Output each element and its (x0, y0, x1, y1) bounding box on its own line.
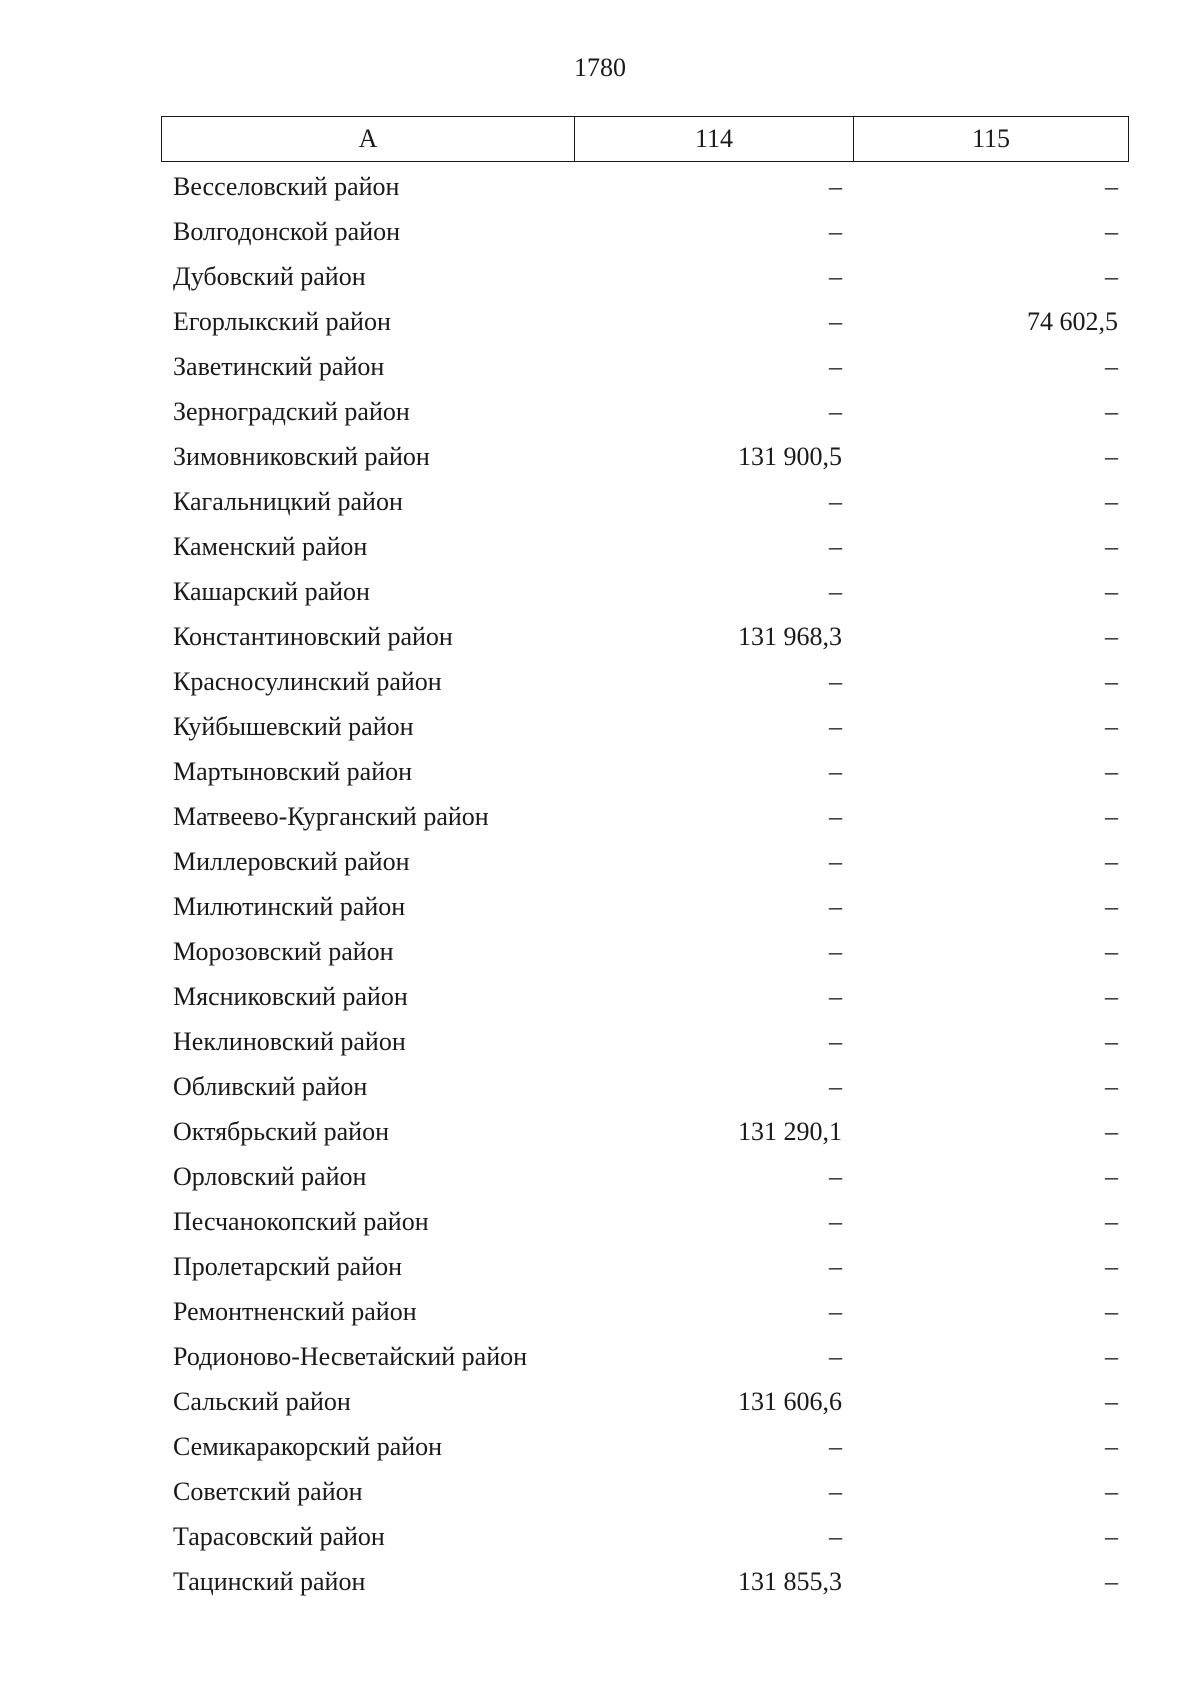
value-115: – (1105, 531, 1118, 561)
value-115: – (1105, 216, 1118, 246)
value-114: 131 606,6 (738, 1386, 842, 1416)
value-115: – (1105, 1116, 1118, 1146)
value-115: – (1105, 711, 1118, 741)
district-name: Семикаракорский район (173, 1431, 443, 1461)
table-row (161, 749, 1129, 794)
value-115: – (1105, 171, 1118, 201)
table-body (161, 164, 1129, 1604)
table-row (161, 1469, 1129, 1514)
value-115: 74 602,5 (1027, 306, 1118, 336)
district-name: Миллеровский район (173, 846, 410, 876)
district-name: Октябрьский район (173, 1116, 389, 1146)
value-115: – (1105, 576, 1118, 606)
value-114: – (829, 1521, 842, 1551)
district-name: Красносулинский район (173, 666, 442, 696)
table-row (161, 839, 1129, 884)
value-115: – (1105, 441, 1118, 471)
value-114: – (829, 756, 842, 786)
value-114: – (829, 1341, 842, 1371)
district-name: Песчанокопский район (173, 1206, 429, 1236)
table-row (161, 1379, 1129, 1424)
table-row (161, 929, 1129, 974)
table-row (161, 974, 1129, 1019)
table-row (161, 344, 1129, 389)
value-114: – (829, 261, 842, 291)
table-row (161, 209, 1129, 254)
value-115: – (1105, 756, 1118, 786)
value-114: – (829, 486, 842, 516)
value-114: – (829, 396, 842, 426)
district-name: Тацинский район (173, 1566, 366, 1596)
district-name: Ремонтненский район (173, 1296, 417, 1326)
value-114: – (829, 1251, 842, 1281)
value-115: – (1105, 1341, 1118, 1371)
district-name: Мартыновский район (173, 756, 413, 786)
table-row (161, 1154, 1129, 1199)
value-114: – (829, 711, 842, 741)
value-115: – (1105, 261, 1118, 291)
value-115: – (1105, 801, 1118, 831)
value-114: – (829, 576, 842, 606)
page-number: 1780 (574, 53, 626, 82)
value-115: – (1105, 1386, 1118, 1416)
value-115: – (1105, 486, 1118, 516)
value-115: – (1105, 1476, 1118, 1506)
district-name: Егорлыкский район (173, 306, 391, 336)
table-row (161, 164, 1129, 209)
district-name: Пролетарский район (173, 1251, 403, 1281)
value-114: – (829, 936, 842, 966)
table-row (161, 614, 1129, 659)
table-row (161, 569, 1129, 614)
value-114: – (829, 1161, 842, 1191)
value-115: – (1105, 1296, 1118, 1326)
header-col-114: 114 (575, 117, 854, 161)
value-114: 131 290,1 (738, 1116, 842, 1146)
value-114: – (829, 846, 842, 876)
district-name: Кагальницкий район (173, 486, 403, 516)
district-name: Матвеево-Курганский район (173, 801, 489, 831)
table-row (161, 1289, 1129, 1334)
value-114: – (829, 216, 842, 246)
value-114: – (829, 1296, 842, 1326)
table-row (161, 434, 1129, 479)
header-col-115: 115 (971, 124, 1011, 153)
district-name: Неклиновский район (173, 1026, 406, 1056)
district-name: Константиновский район (173, 621, 453, 651)
table-row (161, 1559, 1129, 1604)
value-115: – (1105, 666, 1118, 696)
table-row (161, 1514, 1129, 1559)
table-row (161, 794, 1129, 839)
value-114: – (829, 1071, 842, 1101)
value-114: 131 968,3 (738, 621, 842, 651)
value-114: – (829, 981, 842, 1011)
table-header (161, 116, 1129, 162)
value-114: – (829, 666, 842, 696)
district-name: Волгодонской район (173, 216, 401, 246)
value-114: – (829, 306, 842, 336)
table-row (161, 1244, 1129, 1289)
value-114: – (829, 1206, 842, 1236)
value-115: – (1105, 891, 1118, 921)
table-row (161, 1199, 1129, 1244)
district-name: Дубовский район (173, 261, 366, 291)
district-name: Родионово-Несветайский район (173, 1341, 528, 1371)
district-name: Советский район (173, 1476, 363, 1506)
district-name: Сальский район (173, 1386, 351, 1416)
district-name: Мясниковский район (173, 981, 408, 1011)
value-114: – (829, 1431, 842, 1461)
table-row (161, 1334, 1129, 1379)
table-row (161, 1424, 1129, 1469)
value-114: 131 855,3 (738, 1566, 842, 1596)
district-name: Куйбышевский район (173, 711, 414, 741)
value-114: – (829, 531, 842, 561)
value-115: – (1105, 1251, 1118, 1281)
value-115: – (1105, 1521, 1118, 1551)
district-name: Каменский район (173, 531, 368, 561)
value-115: – (1105, 621, 1118, 651)
district-name: Зимовниковский район (173, 441, 430, 471)
value-114: – (829, 1026, 842, 1056)
district-name: Милютинский район (173, 891, 406, 921)
table-row (161, 299, 1129, 344)
value-115: – (1105, 396, 1118, 426)
value-115: – (1105, 1026, 1118, 1056)
district-name: Заветинский район (173, 351, 385, 381)
table-row (161, 1019, 1129, 1064)
value-115: – (1105, 1071, 1118, 1101)
value-115: – (1105, 846, 1118, 876)
district-name: Морозовский район (173, 936, 394, 966)
district-name: Зерноградский район (173, 396, 410, 426)
district-name: Орловский район (173, 1161, 367, 1191)
district-name: Весселовский район (173, 171, 400, 201)
table-row (161, 1064, 1129, 1109)
value-114: – (829, 891, 842, 921)
value-114: – (829, 171, 842, 201)
table-row (161, 479, 1129, 524)
value-115: – (1105, 1431, 1118, 1461)
value-114: – (829, 351, 842, 381)
table-row (161, 254, 1129, 299)
table-row (161, 884, 1129, 929)
value-115: – (1105, 1566, 1118, 1596)
table-row (161, 1109, 1129, 1154)
value-115: – (1105, 1206, 1118, 1236)
value-115: – (1105, 981, 1118, 1011)
table-row (161, 389, 1129, 434)
value-114: – (829, 1476, 842, 1506)
district-name: Тарасовский район (173, 1521, 385, 1551)
district-name: Обливский район (173, 1071, 368, 1101)
table-row (161, 524, 1129, 569)
table-row (161, 659, 1129, 704)
district-name: Кашарский район (173, 576, 370, 606)
value-115: – (1105, 351, 1118, 381)
value-114: – (829, 801, 842, 831)
table-row (161, 704, 1129, 749)
header-col-a: А (162, 117, 575, 161)
value-115: – (1105, 936, 1118, 966)
value-115: – (1105, 1161, 1118, 1191)
value-114: 131 900,5 (738, 441, 842, 471)
